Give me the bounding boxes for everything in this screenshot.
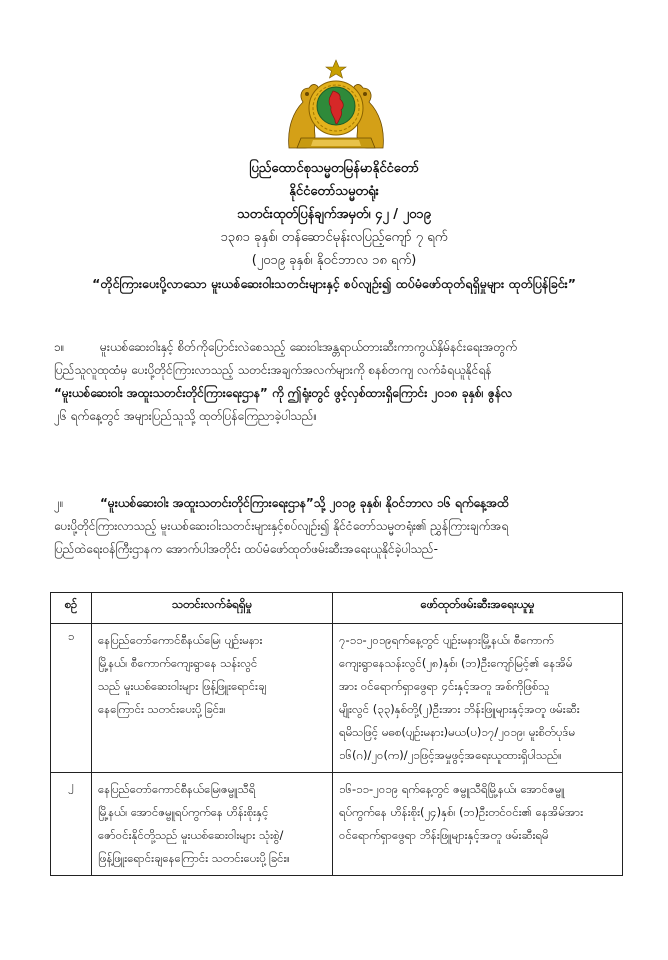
cell-line: ကျေးရွာနေသန်းလွင်(၂၈)နှစ်၊ (ဘ)ဦးကျော်မြင့်၏ နေအိမ် — [339, 656, 573, 670]
paragraph-line: ပေးပို့တိုင်ကြားလာသည့် မူးယစ်ဆေးဝါးသတင်းများနှင့်စပ်လျဉ်း၍ နိုင်ငံတော်သမ္မတရုံး၏ ညွှန်ကြားချက်အရ — [54, 519, 509, 533]
myanmar-date: ၁၃၈၁ ခုနှစ်၊ တန်ဆောင်မုန်းလပြည့်ကျော် ၇ ရက် — [220, 230, 448, 245]
cell-line: မြို့နယ်၊ စီကောက်ကျေးရွာနေ သန်းလွင် — [98, 656, 258, 670]
cell-line: ၁၆(ဂ)/၂၀(က)/၂၁ဖြင့်အမှုဖွင့်အရေးယူထားရှိပါသည်။ — [339, 748, 562, 762]
paragraph-number: ၂။ — [54, 496, 64, 510]
government-name: ပြည်ထောင်စုသမ္မတမြန်မာနိုင်ငံတော် — [249, 161, 419, 176]
gregorian-date: (၂၀၁၉ ခုနှစ်၊ နိုဝင်ဘာလ ၁၈ ရက်) — [251, 253, 417, 268]
cell-line: ရမိသဖြင့် မဓစ(ပျဉ်းမနား)မယ(ပ)၁၇/၂၀၁၉၊ မူးစိတ်ပုဒ်မ — [339, 725, 576, 739]
table-row — [51, 624, 623, 773]
col-header-received: သတင်းလက်ခံရရှိမှု — [92, 593, 333, 624]
cell-line: သည် မူးယစ်ဆေးဝါးများ ဖြန့်ဖြူးရောင်းချ — [98, 679, 267, 693]
received-cell — [92, 773, 333, 876]
received-cell — [92, 624, 333, 773]
row-number: ၂ — [51, 773, 92, 876]
col-header-action: ဖော်ထုတ်ဖမ်းဆီးအရေးယူမှု — [333, 593, 623, 624]
document-title: “တိုင်ကြားပေးပို့လာသော မူးယစ်ဆေးဝါးသတင်းများနှင့် စပ်လျဉ်း၍ ထပ်မံဖော်ထုတ်ရရှိမှုများ ထုတ်ပြန်ခြင်း” — [92, 276, 576, 291]
paragraph-line: မူးယစ်ဆေးဝါးနှင့် စိတ်ကိုပြောင်းလဲစေသည့် ဆေးဝါးအန္တရာယ်တားဆီးကာကွယ်နှိမ်နင်းရေးအတွက် — [100, 340, 517, 354]
action-cell — [333, 773, 623, 876]
row-number: ၁ — [51, 624, 92, 773]
header-block — [40, 160, 628, 293]
cell-line: မျိုးလွင် (၃၃)နှစ်တို့(၂)ဦးအား ဘိန်းဖြူများနှင့်အတူ ဖမ်းဆီး — [339, 702, 580, 716]
cell-line: မြို့နယ်၊ အောင်ဇမ္ဗူရပ်ကွက်နေ ဟိန်းစိုးနှင့် — [98, 805, 269, 819]
office-name: နိုင်ငံတော်သမ္မတရုံး — [289, 184, 379, 199]
reference-number: သတင်းထုတ်ပြန်ချက်အမှတ်၊ ၄၂ / ၂၀၁၉ — [237, 207, 431, 222]
cell-line: နေပြည်တော်ကောင်စီနယ်မြေ၊ဇမ္ဗူသီရိ — [98, 782, 256, 796]
paragraph-2 — [54, 492, 614, 561]
state-emblem-seal — [283, 58, 389, 154]
paragraph-line: ပြည်သူလူထုထံမှ ပေးပို့တိုင်ကြားလာသည့် သတင်းအချက်အလက်များကို စနစ်တကျ လက်ခံရယူနိုင်ရန် — [54, 363, 492, 377]
paragraph-line: ၂၆ ရက်နေ့တွင် အများပြည်သူသို့ ထုတ်ပြန်ကြေညာခဲ့ပါသည်။ — [54, 409, 318, 423]
cell-line: ရပ်ကွက်နေ ဟိန်းစိုး(၂၄)နှစ်၊ (ဘ)ဦးတင်ဝင်း၏ နေအိမ်အား — [339, 805, 584, 819]
paragraph-number: ၁။ — [54, 340, 65, 354]
cell-line: ဇော်ဝင်းနိုင်တို့သည် မူးယစ်ဆေးဝါးများ သုံးစွဲ/ — [98, 828, 284, 842]
table-row — [51, 773, 623, 876]
cell-line: ဖြန့်ဖြူးရောင်းချနေကြောင်း သတင်းပေးပို့ခြင်း။ — [98, 851, 290, 865]
cell-line: နေကြောင်း သတင်းပေးပို့ခြင်း။ — [98, 702, 226, 716]
table-header-row — [51, 593, 623, 624]
paragraph-line: ပြည်ထဲရေးဝန်ကြီးဌာနက အောက်ပါအတိုင်း ထပ်မံဖော်ထုတ်ဖမ်းဆီးအရေးယူနိုင်ခဲ့ပါသည်- — [54, 542, 438, 556]
paragraph-1 — [54, 336, 614, 428]
action-cell — [333, 624, 623, 773]
cell-line: အား ဝင်ရောက်ရှာဖွေရာ ၄င်းနှင့်အတူ အစ်ကိုဖြစ်သူ — [339, 679, 550, 693]
cell-line: ၁၆-၁၁-၂၀၁၉ ရက်နေ့တွင် ဇမ္ဗူသီရိမြို့နယ်၊ အောင်ဇမ္ဗူ — [339, 782, 565, 796]
cell-line: ၇-၁၁-၂၀၁၉ရက်နေ့တွင် ပျဉ်းမနားမြို့နယ်၊ စီကောက် — [339, 633, 554, 647]
paragraph-line: “မူးယစ်ဆေးဝါး အထူးသတင်းတိုင်ကြားရေးဌာန”သို့ ၂၀၁၉ ခုနှစ်၊ နိုဝင်ဘာလ ၁၆ ရက်နေ့အထိ — [100, 496, 509, 510]
cell-line: ဝင်ရောက်ရှာဖွေရာ ဘိန်းဖြူများနှင့်အတူ ဖမ်းဆီးရမိ — [339, 828, 549, 842]
col-header-no: စဉ် — [51, 593, 92, 624]
paragraph-line: “မူးယစ်ဆေးဝါး အထူးသတင်းတိုင်ကြားရေးဌာန” ကို ဤရုံးတွင် ဖွင့်လှစ်ထားရှိကြောင်း ၂၀၁၈ ခုနှစ်၊ ဇွန်လ — [54, 386, 513, 400]
seizure-table — [50, 592, 623, 876]
cell-line: နေပြည်တော်ကောင်စီနယ်မြေ၊ ပျဉ်းမနား — [98, 633, 263, 647]
